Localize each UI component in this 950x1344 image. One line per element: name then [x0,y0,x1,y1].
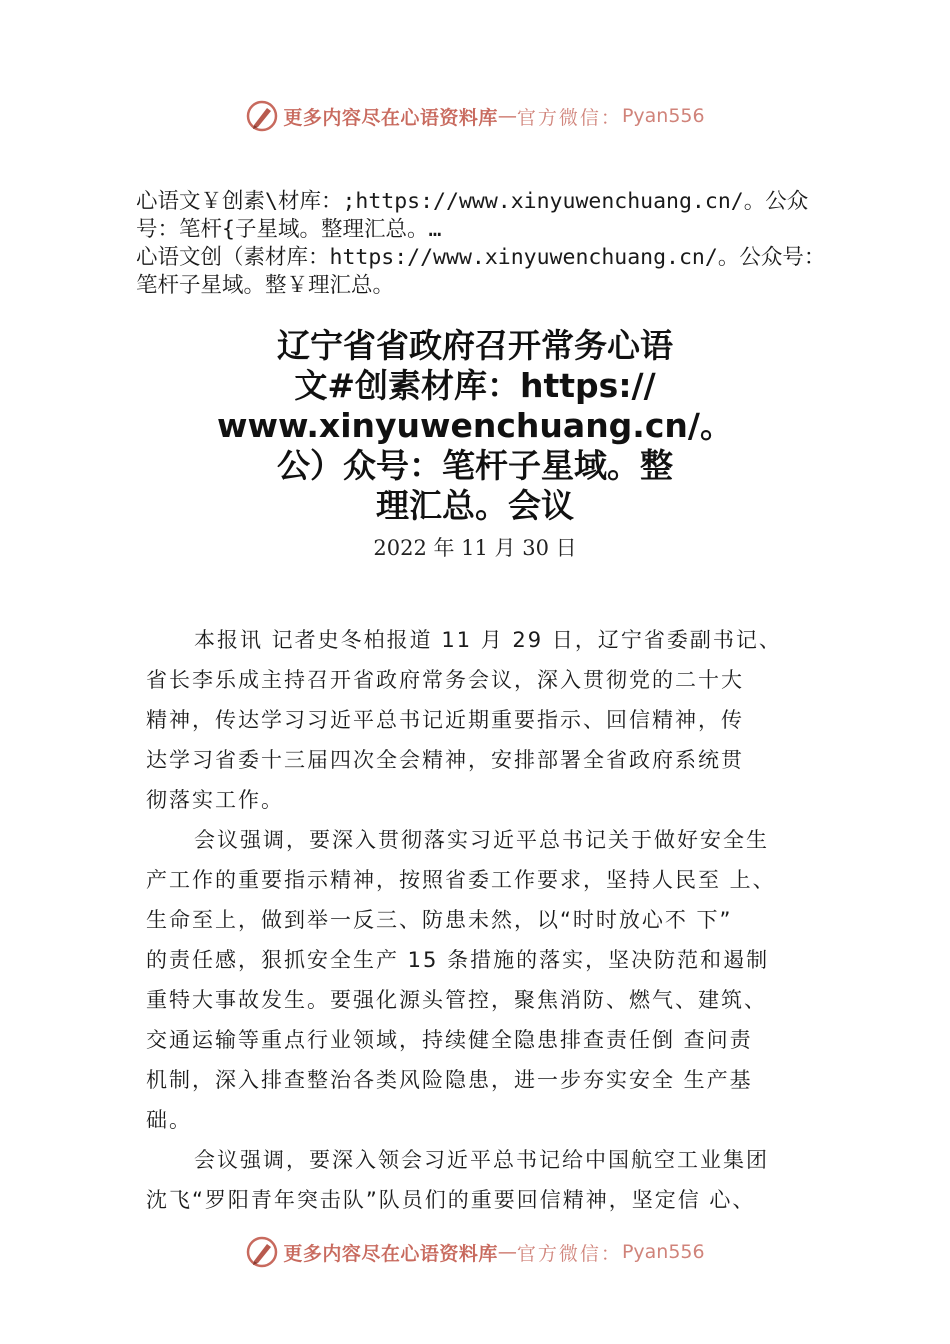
title-line: www.xinyuwenchuang.cn/。 [217,406,733,445]
body-line: 本报讯 记者史冬柏报道 11 月 29 日，辽宁省委副书记、 [194,628,782,652]
body-line: 产工作的重要指示精神，按照省委工作要求，坚持人民至 上、 [146,868,776,892]
title-line: 理汇总。会议 [376,486,574,525]
body-line: 沈飞“罗阳青年突击队”队员们的重要回信精神，坚定信 心、 [146,1188,756,1212]
banner-text: 更多内容尽在心语资料库 [283,106,498,129]
pen-logo-icon [245,1235,279,1269]
source-line: 心语文创（素材库：https://www.xinyuwenchuang.cn/。公众号：笔杆子星域。整￥理汇总。 [136,245,826,298]
title-line: 公）众号：笔杆子星域。整 [277,446,673,485]
source-header [136,188,836,300]
publish-date: 2022 年 11 月 30 日 [373,536,577,560]
title-line: 辽宁省省政府召开常务心语 [277,326,673,365]
body-line: 交通运输等重点行业领域，持续健全隐患排查责任倒 查问责 [146,1028,753,1052]
body-line: 达学习省委十三届四次全会精神，安排部署全省政府系统贯 [146,748,744,772]
pen-logo-icon [245,99,279,133]
body-line: 彻落实工作。 [146,788,284,812]
banner-dash: — [497,1241,517,1263]
article-body [146,620,826,1220]
body-line: 省长李乐成主持召开省政府常务会议，深入贯彻党的二十大 [146,668,744,692]
banner-text: 更多内容尽在心语资料库 [283,1242,498,1265]
bottom-banner [0,1230,950,1274]
source-line: 心语文￥创素\材库：;https://www.xinyuwenchuang.cn/。公众号：笔杆{子星域。整理汇总。… [136,189,809,242]
body-line: 机制，深入排查整治各类风险隐患，进一步夯实安全 生产基 [146,1068,753,1092]
banner-wechat-label: 官方微信： [516,106,622,129]
top-banner [0,94,950,138]
body-line: 重特大事故发生。要强化源头管控，聚焦消防、燃气、建筑、 [146,988,767,1012]
body-line: 础。 [146,1108,192,1132]
banner-wechat-id: Pyan556 [621,1241,705,1263]
banner-wechat-label: 官方微信： [516,1242,622,1265]
body-line: 精神，传达学习习近平总书记近期重要指示、回信精神，传 [146,708,744,732]
document-title [190,326,760,526]
body-line: 会议强调，要深入贯彻落实习近平总书记关于做好安全生 [194,828,769,852]
body-line: 会议强调，要深入领会习近平总书记给中国航空工业集团 [194,1148,769,1172]
banner-dash: — [497,105,517,127]
title-line: 文#创素材库：https:// [294,366,656,405]
banner-wechat-id: Pyan556 [621,105,705,127]
body-line: 生命至上，做到举一反三、防患未然，以“时时放心不 下” [146,908,733,932]
body-line: 的责任感，狠抓安全生产 15 条措施的落实，坚决防范和遏制 [146,948,770,972]
